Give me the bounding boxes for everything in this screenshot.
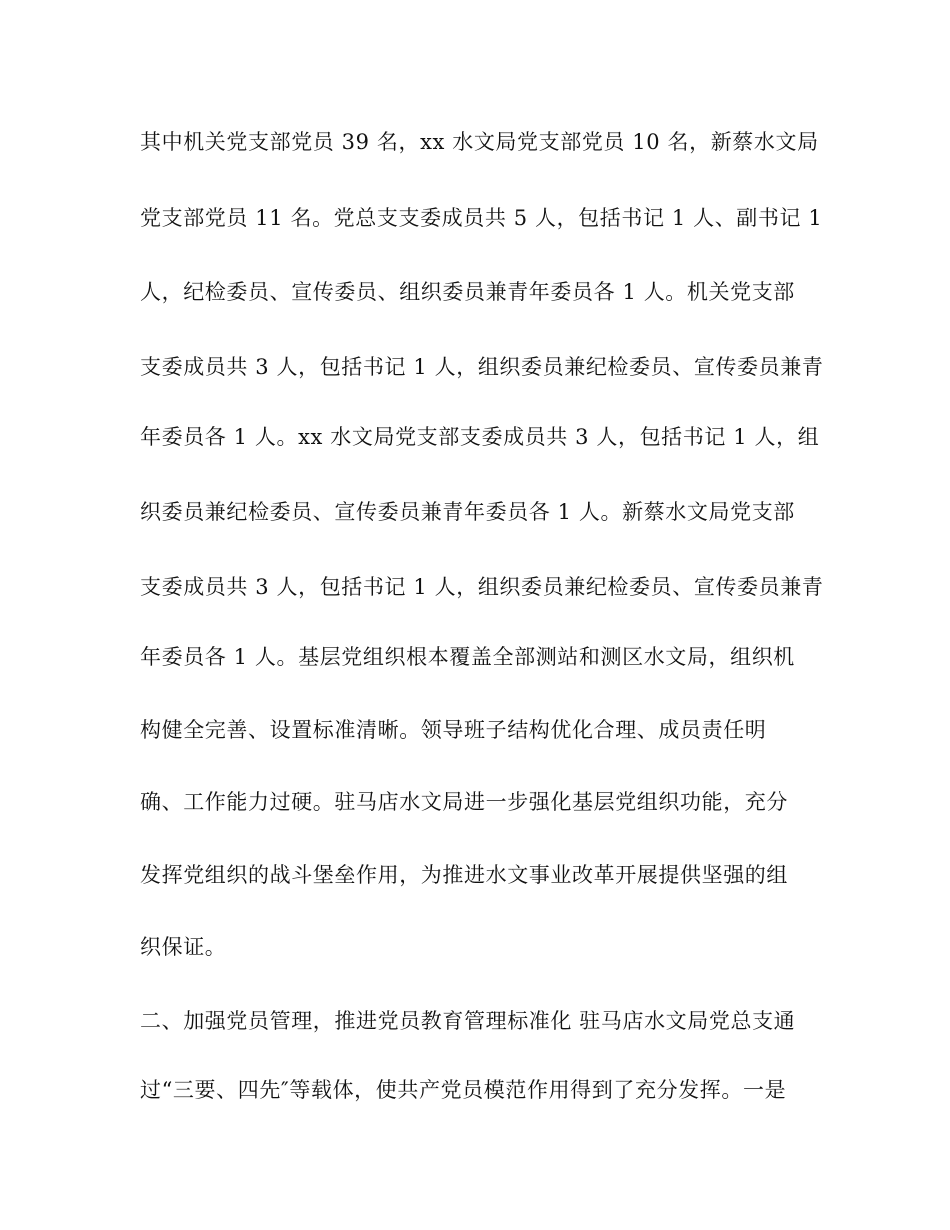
text-line: 确、工作能力过硬。驻马店水文局进一步强化基层党组织功能，充分 xyxy=(140,790,788,814)
text-line: 党支部党员 11 名。党总支支委成员共 5 人，包括书记 1 人、副书记 1 xyxy=(140,206,823,230)
text-line: 织保证。 xyxy=(140,935,227,959)
text-line: 构健全完善、设置标准清晰。领导班子结构优化合理、成员责任明 xyxy=(140,718,767,742)
text-line: 年委员各 1 人。基层党组织根本覆盖全部测站和测区水文局，组织机 xyxy=(140,645,795,669)
text-line: 年委员各 1 人。xx 水文局党支部支委成员共 3 人，包括书记 1 人，组 xyxy=(140,425,820,449)
text-line: 支委成员共 3 人，包括书记 1 人，组织委员兼纪检委员、宣传委员兼青 xyxy=(140,575,824,599)
text-line: 二、加强党员管理，推进党员教育管理标准化 驻马店水文局党总支通 xyxy=(140,1009,796,1033)
text-line: 其中机关党支部党员 39 名，xx 水文局党支部党员 10 名，新蔡水文局 xyxy=(140,130,819,154)
text-line: 人，纪检委员、宣传委员、组织委员兼青年委员各 1 人。机关党支部 xyxy=(140,280,795,304)
text-line: 发挥党组织的战斗堡垒作用，为推进水文事业改革开展提供坚强的组 xyxy=(140,863,788,887)
text-line: 织委员兼纪检委员、宣传委员兼青年委员各 1 人。新蔡水文局党支部 xyxy=(140,500,795,524)
text-line: 支委成员共 3 人，包括书记 1 人，组织委员兼纪检委员、宣传委员兼青 xyxy=(140,355,824,379)
text-line: 过“三要、四先″等载体，使共产党员模范作用得到了充分发挥。一是 xyxy=(140,1078,787,1102)
